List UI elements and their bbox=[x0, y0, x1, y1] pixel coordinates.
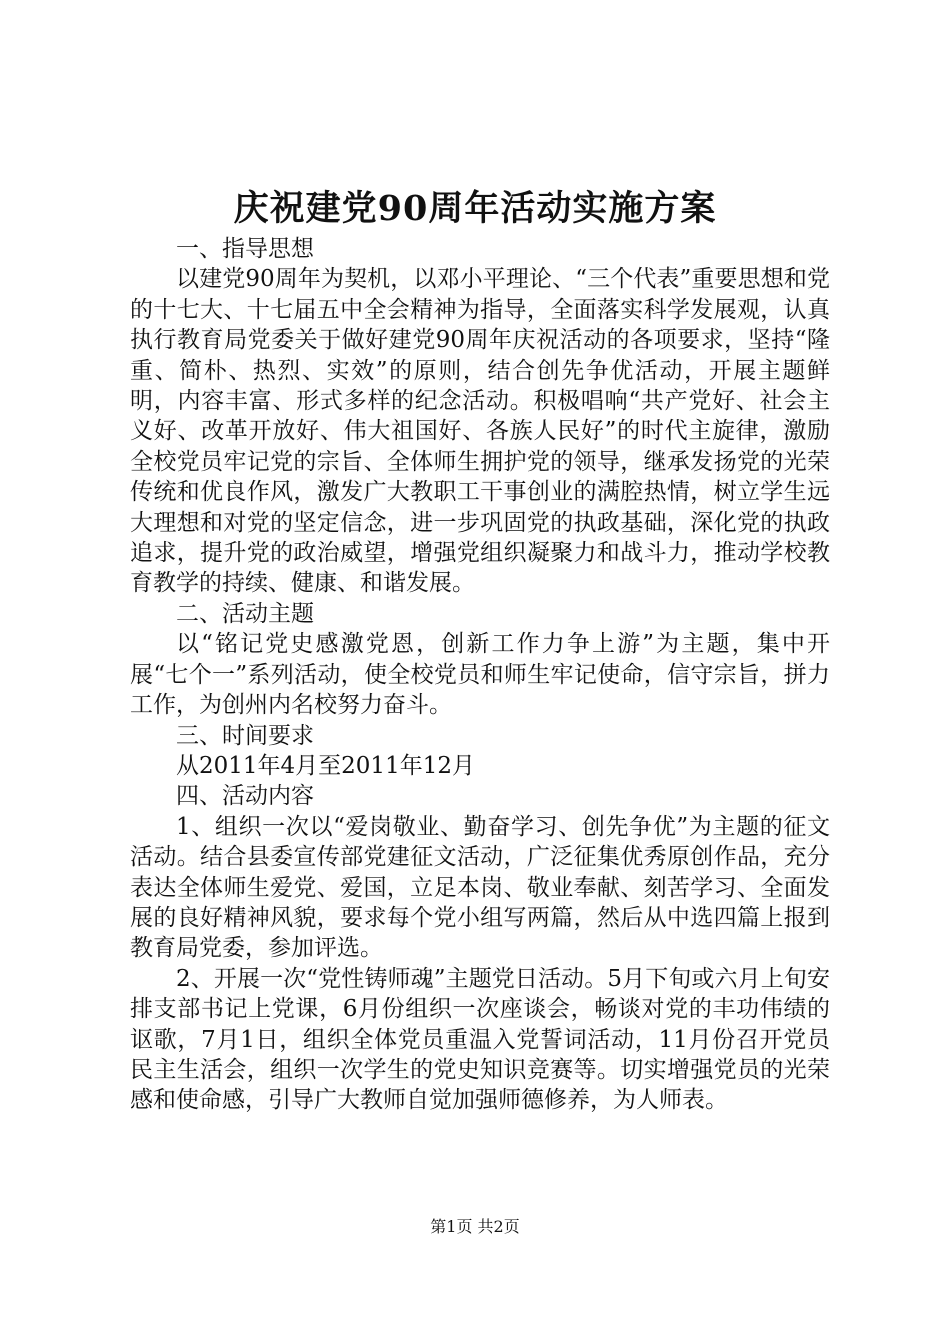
document-body bbox=[130, 234, 830, 1116]
section-heading: 一、指导思想 bbox=[176, 236, 314, 262]
document-title: 庆祝建党90周年活动实施方案 bbox=[233, 188, 717, 229]
paragraph: 2、开展一次“党性铸师魂”主题党日活动。5月下旬或六月上旬安排支部书记上党课，6月份组织一次座谈会，畅谈对党的丰功伟绩的讴歌，7月1日，组织全体党员重温入党誓词活动，11月份召开党员民主生活会，组织一次学生的党史知识竞赛等。切实增强党员的光荣感和使命感，引导广大教师自觉加强师德修养，为人师表。 bbox=[130, 965, 830, 1114]
paragraph: 从2011年4月至2011年12月 bbox=[176, 752, 475, 779]
page-footer: 第1页 共2页 bbox=[430, 1217, 520, 1236]
section-heading: 四、活动内容 bbox=[176, 783, 314, 810]
paragraph: 1、组织一次以“爱岗敬业、勤奋学习、创先争优”为主题的征文活动。结合县委宣传部党建征文活动，广泛征集优秀原创作品，充分表达全体师生爱党、爱国，立足本岗、敬业奉献、刻苦学习、全面发展的良好精神风貌，要求每个党小组写两篇，然后从中选四篇上报到教育局党委，参加评选。 bbox=[130, 813, 830, 962]
paragraph: 以“铭记党史感激党恩，创新工作力争上游”为主题，集中开展“七个一”系列活动，使全校党员和师生牢记使命，信守宗旨，拼力工作，为创州内名校努力奋斗。 bbox=[130, 631, 830, 719]
section-heading: 二、活动主题 bbox=[176, 600, 314, 627]
section-heading: 三、时间要求 bbox=[176, 722, 314, 749]
paragraph: 以建党90周年为契机，以邓小平理论、“三个代表”重要思想和党的十七大、十七届五中全会精神为指导，全面落实科学发展观，认真执行教育局党委关于做好建党90周年庆祝活动的各项要求，坚持“隆重、简朴、热烈、实效”的原则，结合创先争优活动，开展主题鲜明，内容丰富、形式多样的纪念活动。积极唱响“共产党好、社会主义好、改革开放好、伟大祖国好、各族人民好”的时代主旋律，激励全校党员牢记党的宗旨、全体师生拥护党的领导，继承发扬党的光荣传统和优良作风，激发广大教职工干事创业的满腔热情，树立学生远大理想和对党的坚定信念，进一步巩固党的执政基础，深化党的执政追求，提升党的政治威望，增强党组织凝聚力和战斗力，推动学校教育教学的持续、健康、和谐发展。 bbox=[130, 266, 830, 597]
